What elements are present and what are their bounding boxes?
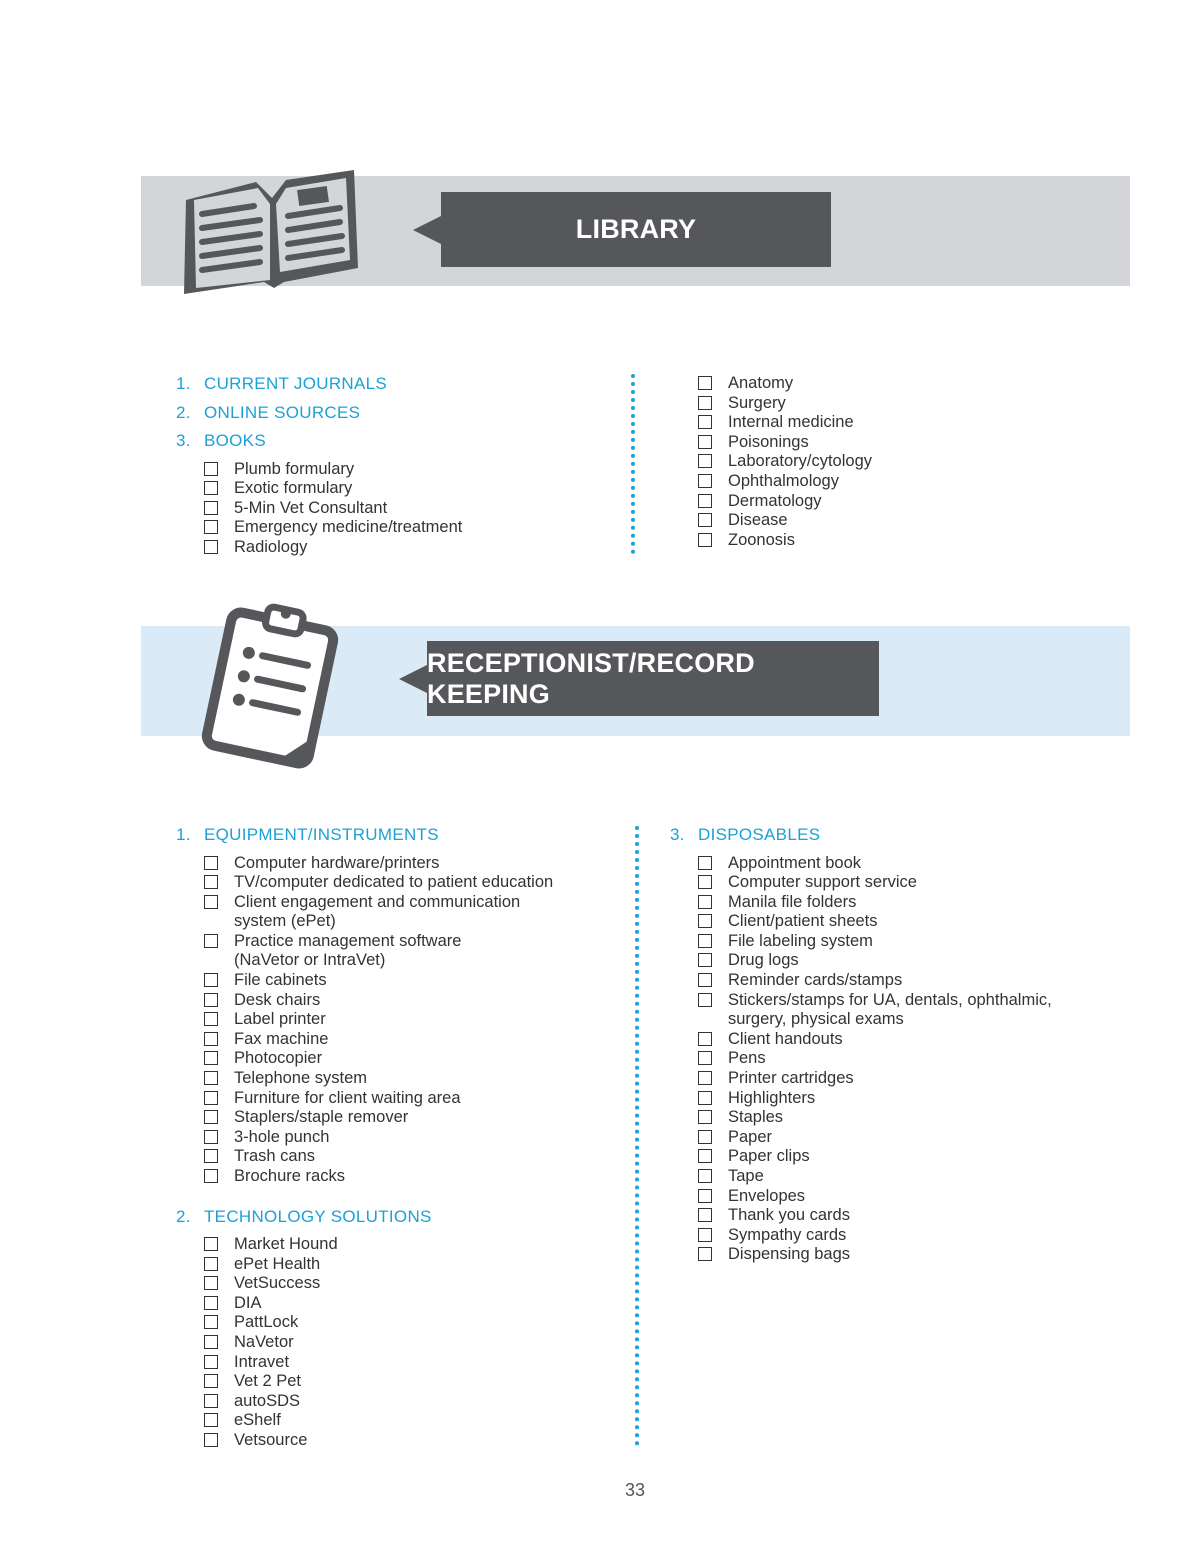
checklist-item-label: Vet 2 Pet	[234, 1372, 301, 1391]
checklist-item-label: Stickers/stamps for UA, dentals, ophthalmic,	[728, 990, 1052, 1009]
checkbox[interactable]	[204, 1237, 218, 1251]
checkbox[interactable]	[204, 520, 218, 534]
checklist-item	[698, 511, 1118, 531]
checkbox[interactable]	[204, 1032, 218, 1046]
heading-disposables: 3. DISPOSABLES	[670, 825, 821, 844]
checklist-item	[698, 1010, 1120, 1030]
checkbox[interactable]	[204, 895, 218, 909]
checklist-item-label: Manila file folders	[728, 892, 857, 911]
heading-online-sources: 2. ONLINE SOURCES	[176, 402, 361, 422]
checklist-item-label: Plumb formulary	[234, 459, 355, 478]
checklist-item	[204, 1167, 616, 1187]
checkbox[interactable]	[204, 1296, 218, 1310]
checklist-item	[204, 499, 606, 519]
checklist-item	[698, 433, 1118, 453]
checklist-item	[698, 1245, 1120, 1265]
checkbox[interactable]	[698, 494, 712, 508]
checkbox[interactable]	[204, 856, 218, 870]
checklist-item-label: NaVetor	[234, 1333, 294, 1352]
library-section-title: LIBRARY	[441, 192, 831, 267]
checklist-item	[204, 893, 616, 913]
checklist-item	[698, 873, 1120, 893]
checklist-item	[204, 518, 606, 538]
clipboard-icon	[190, 598, 350, 778]
checkbox[interactable]	[698, 1169, 712, 1183]
heading-books: 3. BOOKS	[176, 431, 266, 450]
checklist-item	[698, 1030, 1120, 1050]
checklist-item	[204, 1255, 616, 1275]
checklist-item-label: surgery, physical exams	[728, 1010, 904, 1029]
checklist-item-label: Fax machine	[234, 1029, 329, 1048]
checklist-item	[204, 538, 606, 558]
column-divider	[635, 826, 639, 1446]
checklist-item-label: Client engagement and communication	[234, 892, 521, 911]
checklist-item-label: Disease	[728, 511, 788, 530]
checkbox[interactable]	[204, 1149, 218, 1163]
checklist-item-label: system (ePet)	[234, 912, 336, 931]
checklist-item-label: Paper	[728, 1127, 773, 1146]
checkbox[interactable]	[698, 934, 712, 948]
checklist-item	[698, 991, 1120, 1011]
checklist-item-label: Drug logs	[728, 951, 799, 970]
checklist-item-label: Paper clips	[728, 1147, 810, 1166]
checkbox[interactable]	[204, 1130, 218, 1144]
heading-equipment-instruments: 1. EQUIPMENT/INSTRUMENTS	[176, 825, 439, 844]
checklist-item	[204, 1235, 616, 1255]
checklist-item-label: Laboratory/cytology	[728, 452, 872, 471]
checklist-item-label: Anatomy	[728, 374, 794, 392]
checklist-item	[698, 854, 1120, 874]
checklist-item-label: Staples	[728, 1108, 784, 1127]
checklist-item	[698, 893, 1120, 913]
checkbox[interactable]	[204, 1091, 218, 1105]
checklist-item	[204, 873, 616, 893]
checklist-item-label: Internal medicine	[728, 413, 854, 432]
checklist-item-label: Photocopier	[234, 1049, 323, 1068]
technology-checklist	[204, 1235, 616, 1451]
checkbox[interactable]	[204, 1433, 218, 1447]
checklist-item-label: Label printer	[234, 1010, 326, 1029]
checklist-item	[204, 1313, 616, 1333]
checklist-item	[204, 912, 616, 932]
checkbox[interactable]	[204, 1413, 218, 1427]
column-divider	[631, 374, 635, 554]
checkbox[interactable]	[204, 1257, 218, 1271]
checklist-item	[698, 932, 1120, 952]
checkbox[interactable]	[204, 501, 218, 515]
checkbox[interactable]	[204, 1315, 218, 1329]
checklist-item	[698, 472, 1118, 492]
checklist-item-label: (NaVetor or IntraVet)	[234, 951, 386, 970]
checklist-item	[698, 1128, 1120, 1148]
checklist-item	[204, 1108, 616, 1128]
checklist-item-label: Poisonings	[728, 432, 809, 451]
checkbox[interactable]	[698, 1247, 712, 1261]
checklist-item	[204, 460, 606, 480]
checklist-item	[204, 932, 616, 952]
checklist-item-label: Sympathy cards	[728, 1225, 847, 1244]
checklist-item	[204, 1128, 616, 1148]
checklist-item	[204, 1030, 616, 1050]
checklist-item	[204, 991, 616, 1011]
checklist-item	[204, 1392, 616, 1412]
checkbox[interactable]	[698, 856, 712, 870]
checkbox[interactable]	[698, 1071, 712, 1085]
checklist-item-label: File cabinets	[234, 971, 327, 990]
equipment-checklist	[204, 854, 616, 1187]
checkbox[interactable]	[698, 1149, 712, 1163]
checklist-item-label: Reminder cards/stamps	[728, 971, 903, 990]
books-checklist-right	[698, 374, 1118, 550]
checklist-item-label: Emergency medicine/treatment	[234, 518, 463, 537]
checklist-item-label: Radiology	[234, 537, 308, 556]
checkbox[interactable]	[204, 1276, 218, 1290]
checkbox[interactable]	[698, 914, 712, 928]
checklist-item-label: Telephone system	[234, 1069, 367, 1088]
checklist-item-label: Thank you cards	[728, 1206, 850, 1225]
checklist-item-label: 5-Min Vet Consultant	[234, 498, 388, 517]
checkbox[interactable]	[698, 396, 712, 410]
checkbox[interactable]	[698, 454, 712, 468]
checkbox[interactable]	[698, 435, 712, 449]
checkbox[interactable]	[698, 1051, 712, 1065]
checkbox[interactable]	[698, 513, 712, 527]
checkbox[interactable]	[698, 875, 712, 889]
checklist-item-label: Ophthalmology	[728, 471, 839, 490]
checklist-item	[698, 1108, 1120, 1128]
checklist-item	[204, 1431, 616, 1451]
checkbox[interactable]	[204, 875, 218, 889]
checklist-item	[204, 1372, 616, 1392]
checkbox[interactable]	[204, 934, 218, 948]
checkbox[interactable]	[204, 1394, 218, 1408]
checklist-item	[204, 1353, 616, 1373]
checklist-item-label: Trash cans	[234, 1147, 316, 1166]
checkbox[interactable]	[204, 1355, 218, 1369]
checklist-item	[698, 912, 1120, 932]
disposables-checklist	[698, 854, 1120, 1265]
checklist-item-label: Brochure racks	[234, 1167, 345, 1185]
heading-technology-solutions: 2. TECHNOLOGY SOLUTIONS	[176, 1206, 432, 1226]
checkbox[interactable]	[204, 1110, 218, 1124]
checklist-item	[698, 1147, 1120, 1167]
checklist-item	[698, 1069, 1120, 1089]
checklist-item	[698, 413, 1118, 433]
checklist-item	[204, 1089, 616, 1109]
checklist-item-label: Market Hound	[234, 1235, 338, 1254]
checklist-item	[204, 1069, 616, 1089]
checklist-item	[204, 1333, 616, 1353]
checklist-item	[204, 479, 606, 499]
checkbox[interactable]	[698, 376, 712, 390]
checklist-item-label: Client/patient sheets	[728, 912, 878, 931]
checklist-item	[698, 1167, 1120, 1187]
reception-list-left	[176, 825, 616, 1451]
checklist-item	[698, 1089, 1120, 1109]
checklist-item	[698, 1206, 1120, 1226]
checklist-item-label: Staplers/staple remover	[234, 1108, 409, 1127]
checklist-item-label: Printer cartridges	[728, 1069, 854, 1088]
checklist-item-label: DIA	[234, 1293, 262, 1312]
checklist-item	[698, 1049, 1120, 1069]
checklist-item	[698, 951, 1120, 971]
checkbox[interactable]	[204, 1335, 218, 1349]
checklist-item	[204, 951, 616, 971]
checklist-item-label: Desk chairs	[234, 990, 321, 1009]
checkbox[interactable]	[698, 474, 712, 488]
checklist-item-label: TV/computer dedicated to patient education	[234, 873, 554, 892]
reception-section-title: RECEPTIONIST/RECORD KEEPING	[427, 641, 879, 716]
checklist-item-label: Dispensing bags	[728, 1245, 850, 1264]
checklist-item-label: Exotic formulary	[234, 479, 353, 498]
checklist-item	[698, 492, 1118, 512]
checklist-item	[204, 1049, 616, 1069]
checklist-item	[698, 452, 1118, 472]
checklist-item-label: Practice management software	[234, 931, 462, 950]
checklist-item-label: PattLock	[234, 1313, 299, 1332]
checkbox[interactable]	[204, 973, 218, 987]
library-list-left	[176, 374, 606, 557]
checklist-item	[204, 1274, 616, 1294]
checklist-item	[698, 1226, 1120, 1246]
checklist-item-label: File labeling system	[728, 931, 873, 950]
checkbox[interactable]	[698, 1110, 712, 1124]
checklist-item	[204, 971, 616, 991]
checklist-item-label: autoSDS	[234, 1391, 301, 1410]
checklist-item-label: Client handouts	[728, 1029, 843, 1048]
books-checklist-left	[204, 460, 606, 558]
checkbox[interactable]	[698, 973, 712, 987]
checklist-item-label: 3-hole punch	[234, 1127, 330, 1146]
checklist-item	[698, 1187, 1120, 1207]
checkbox[interactable]	[698, 533, 712, 547]
checklist-item	[698, 374, 1118, 394]
checklist-item	[204, 1010, 616, 1030]
checkbox[interactable]	[204, 481, 218, 495]
checkbox[interactable]	[204, 1374, 218, 1388]
checklist-item-label: Surgery	[728, 393, 786, 412]
checklist-item-label: ePet Health	[234, 1254, 321, 1273]
checkbox[interactable]	[204, 1051, 218, 1065]
checkbox[interactable]	[698, 1189, 712, 1203]
checklist-item-label: Computer hardware/printers	[234, 853, 440, 872]
reception-list-right	[670, 825, 1120, 1265]
checkbox[interactable]	[698, 1208, 712, 1222]
checklist-item-label: Computer support service	[728, 873, 917, 892]
checklist-item	[698, 394, 1118, 414]
page-number: 33	[624, 1480, 646, 1500]
checklist-item	[204, 1147, 616, 1167]
checkbox[interactable]	[204, 1071, 218, 1085]
checkbox[interactable]	[698, 953, 712, 967]
library-list-right	[698, 374, 1118, 550]
checklist-item-label: Appointment book	[728, 853, 862, 872]
checklist-item	[204, 1411, 616, 1431]
checkbox[interactable]	[698, 895, 712, 909]
checklist-item-label: Zoonosis	[728, 530, 795, 549]
checklist-item-label: Pens	[728, 1049, 766, 1068]
checkbox[interactable]	[698, 1228, 712, 1242]
checkbox[interactable]	[698, 993, 712, 1007]
checkbox[interactable]	[204, 1169, 218, 1183]
checklist-item-label: Intravet	[234, 1352, 290, 1371]
checkbox[interactable]	[698, 1032, 712, 1046]
checklist-item	[698, 531, 1118, 551]
checklist-item	[204, 1294, 616, 1314]
checkbox[interactable]	[204, 1012, 218, 1026]
checkbox[interactable]	[698, 415, 712, 429]
checklist-item	[698, 971, 1120, 991]
checklist-item-label: Envelopes	[728, 1186, 806, 1205]
checklist-item-label: Vetsource	[234, 1431, 308, 1450]
checklist-item-label: Tape	[728, 1167, 764, 1185]
checkbox[interactable]	[698, 1091, 712, 1105]
checkbox[interactable]	[204, 462, 218, 476]
checkbox[interactable]	[698, 1130, 712, 1144]
checklist-item-label: Furniture for client waiting area	[234, 1088, 461, 1107]
heading-current-journals: 1. CURRENT JOURNALS	[176, 374, 388, 393]
open-book-icon	[176, 160, 366, 300]
checkbox[interactable]	[204, 993, 218, 1007]
checkbox[interactable]	[204, 540, 218, 554]
checklist-item-label: eShelf	[234, 1411, 281, 1430]
checklist-item-label: Dermatology	[728, 491, 822, 510]
checklist-item-label: VetSuccess	[234, 1274, 321, 1293]
checklist-item-label: Highlighters	[728, 1088, 816, 1107]
checklist-item	[204, 854, 616, 874]
